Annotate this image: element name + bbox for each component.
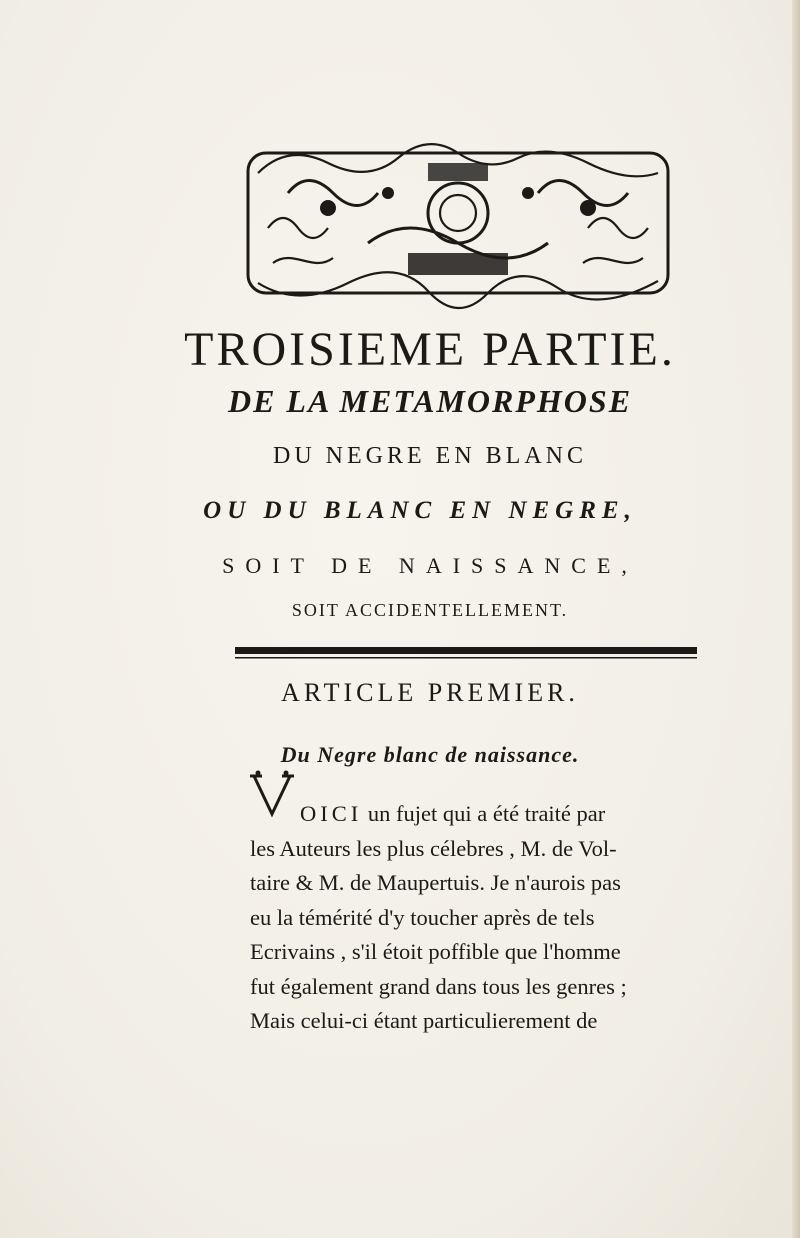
article-subtitle: Du Negre blanc de naissance. [280, 742, 580, 767]
body-line-4: eu la témérité d'y toucher après de tels [250, 904, 595, 930]
part-title: TROISIEME PARTIE. [184, 323, 676, 376]
subtitle-naissance: SOIT DE NAISSANCE, [222, 553, 638, 578]
article-title: ARTICLE PREMIER. [281, 678, 579, 707]
body-line-3: taire & M. de Maupertuis. Je n'aurois pas [250, 870, 621, 895]
body-line-5: Ecrivains , s'il étoit poffible que l'homme [250, 939, 621, 964]
headpiece-ornament [228, 133, 688, 313]
body-line-7: Mais celui-ci étant particulierement de [250, 1008, 598, 1033]
body-line-2: les Auteurs les plus célebres , M. de Vol- [250, 835, 617, 861]
body-line-6: fut également grand dans tous les genres ; [250, 973, 627, 999]
first-line-rest: un fujet qui a été traité par [362, 801, 606, 826]
body-line-1 [250, 797, 700, 832]
first-word: OICI [300, 801, 363, 826]
subtitle-accidentellement: SOIT ACCIDENTELLEMENT. [291, 600, 569, 620]
subtitle-metamorphose: DE LA METAMORPHOSE [227, 383, 633, 419]
subtitle-negre-en-blanc: DU NEGRE EN BLANC [273, 443, 587, 469]
rule-bar [235, 645, 697, 661]
subtitle-blanc-en-negre: OU DU BLANC EN NEGRE, [203, 497, 637, 524]
body-paragraph [250, 797, 700, 1039]
